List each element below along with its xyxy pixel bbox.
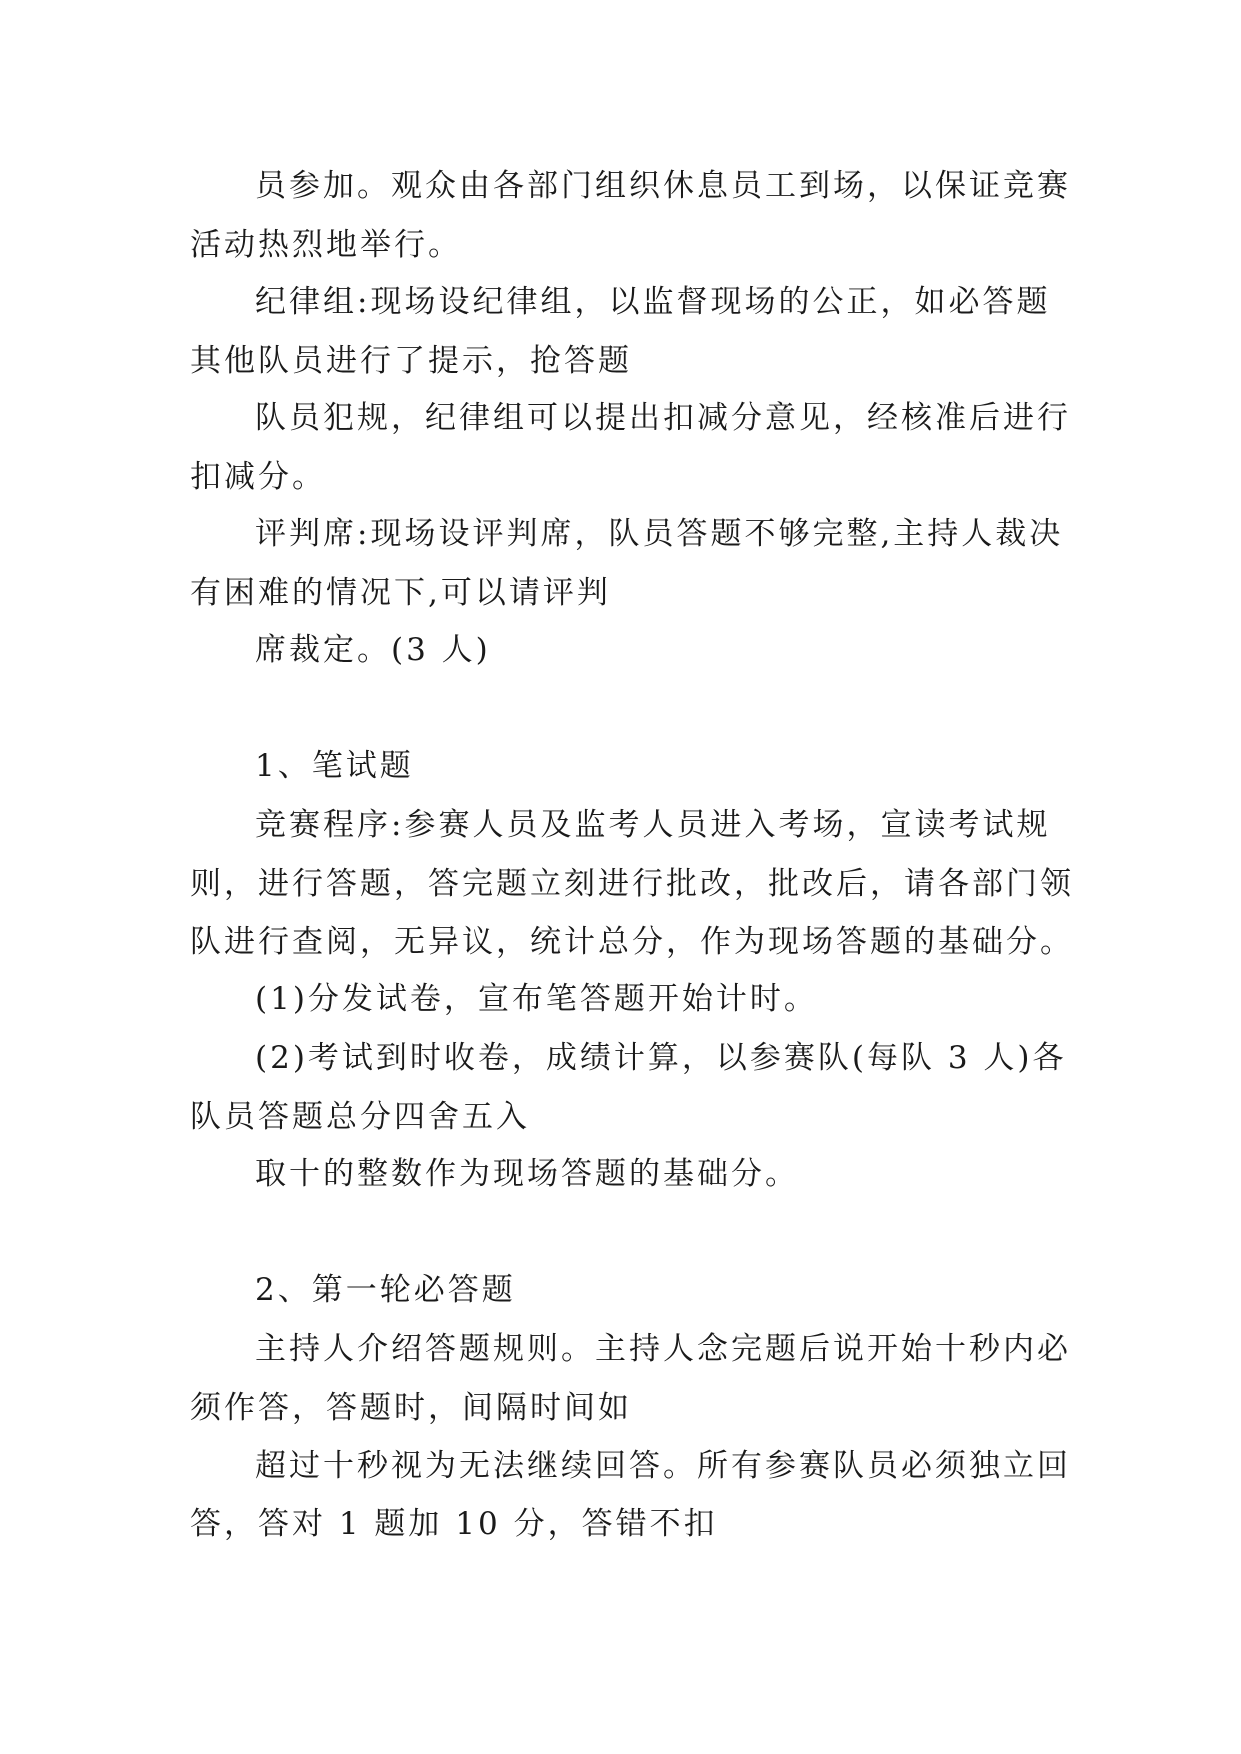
text-line: 活动热烈地举行。 <box>190 227 462 263</box>
text-line: 其他队员进行了提示，抢答题 <box>190 343 632 379</box>
text-line: 超过十秒视为无法继续回答。所有参赛队员必须独立回 <box>255 1448 1071 1484</box>
text-line: 须作答，答题时，间隔时间如 <box>190 1390 632 1426</box>
text-line: 员参加。观众由各部门组织休息员工到场，以保证竞赛 <box>255 168 1071 204</box>
text-line: 竞赛程序:参赛人员及监考人员进入考场，宣读考试规 <box>255 807 1051 843</box>
section-heading: 2、第一轮必答题 <box>255 1272 516 1308</box>
text-line: 答，答对 1 题加 10 分，答错不扣 <box>190 1506 718 1542</box>
text-line: 纪律组:现场设纪律组，以监督现场的公正，如必答题 <box>255 284 1051 320</box>
text-line: 队员答题总分四舍五入 <box>190 1099 530 1135</box>
text-line: 队进行查阅，无异议，统计总分，作为现场答题的基础分。 <box>190 924 1074 960</box>
text-line: (2)考试到时收卷，成绩计算，以参赛队(每队 3 人)各 <box>255 1040 1067 1076</box>
text-line: 队员犯规，纪律组可以提出扣减分意见，经核准后进行 <box>255 400 1071 436</box>
section-heading: 1、笔试题 <box>255 748 414 784</box>
text-line: 则，进行答题，答完题立刻进行批改，批改后，请各部门领 <box>190 866 1074 902</box>
text-line: 有困难的情况下,可以请评判 <box>190 575 611 611</box>
text-line: 席裁定。(3 人) <box>255 632 491 668</box>
text-line: (1)分发试卷，宣布笔答题开始计时。 <box>255 981 818 1017</box>
text-line: 扣减分。 <box>190 459 326 495</box>
text-line: 取十的整数作为现场答题的基础分。 <box>255 1156 799 1192</box>
text-line: 评判席:现场设评判席，队员答题不够完整,主持人裁决 <box>255 516 1064 552</box>
text-line: 主持人介绍答题规则。主持人念完题后说开始十秒内必 <box>255 1331 1071 1367</box>
